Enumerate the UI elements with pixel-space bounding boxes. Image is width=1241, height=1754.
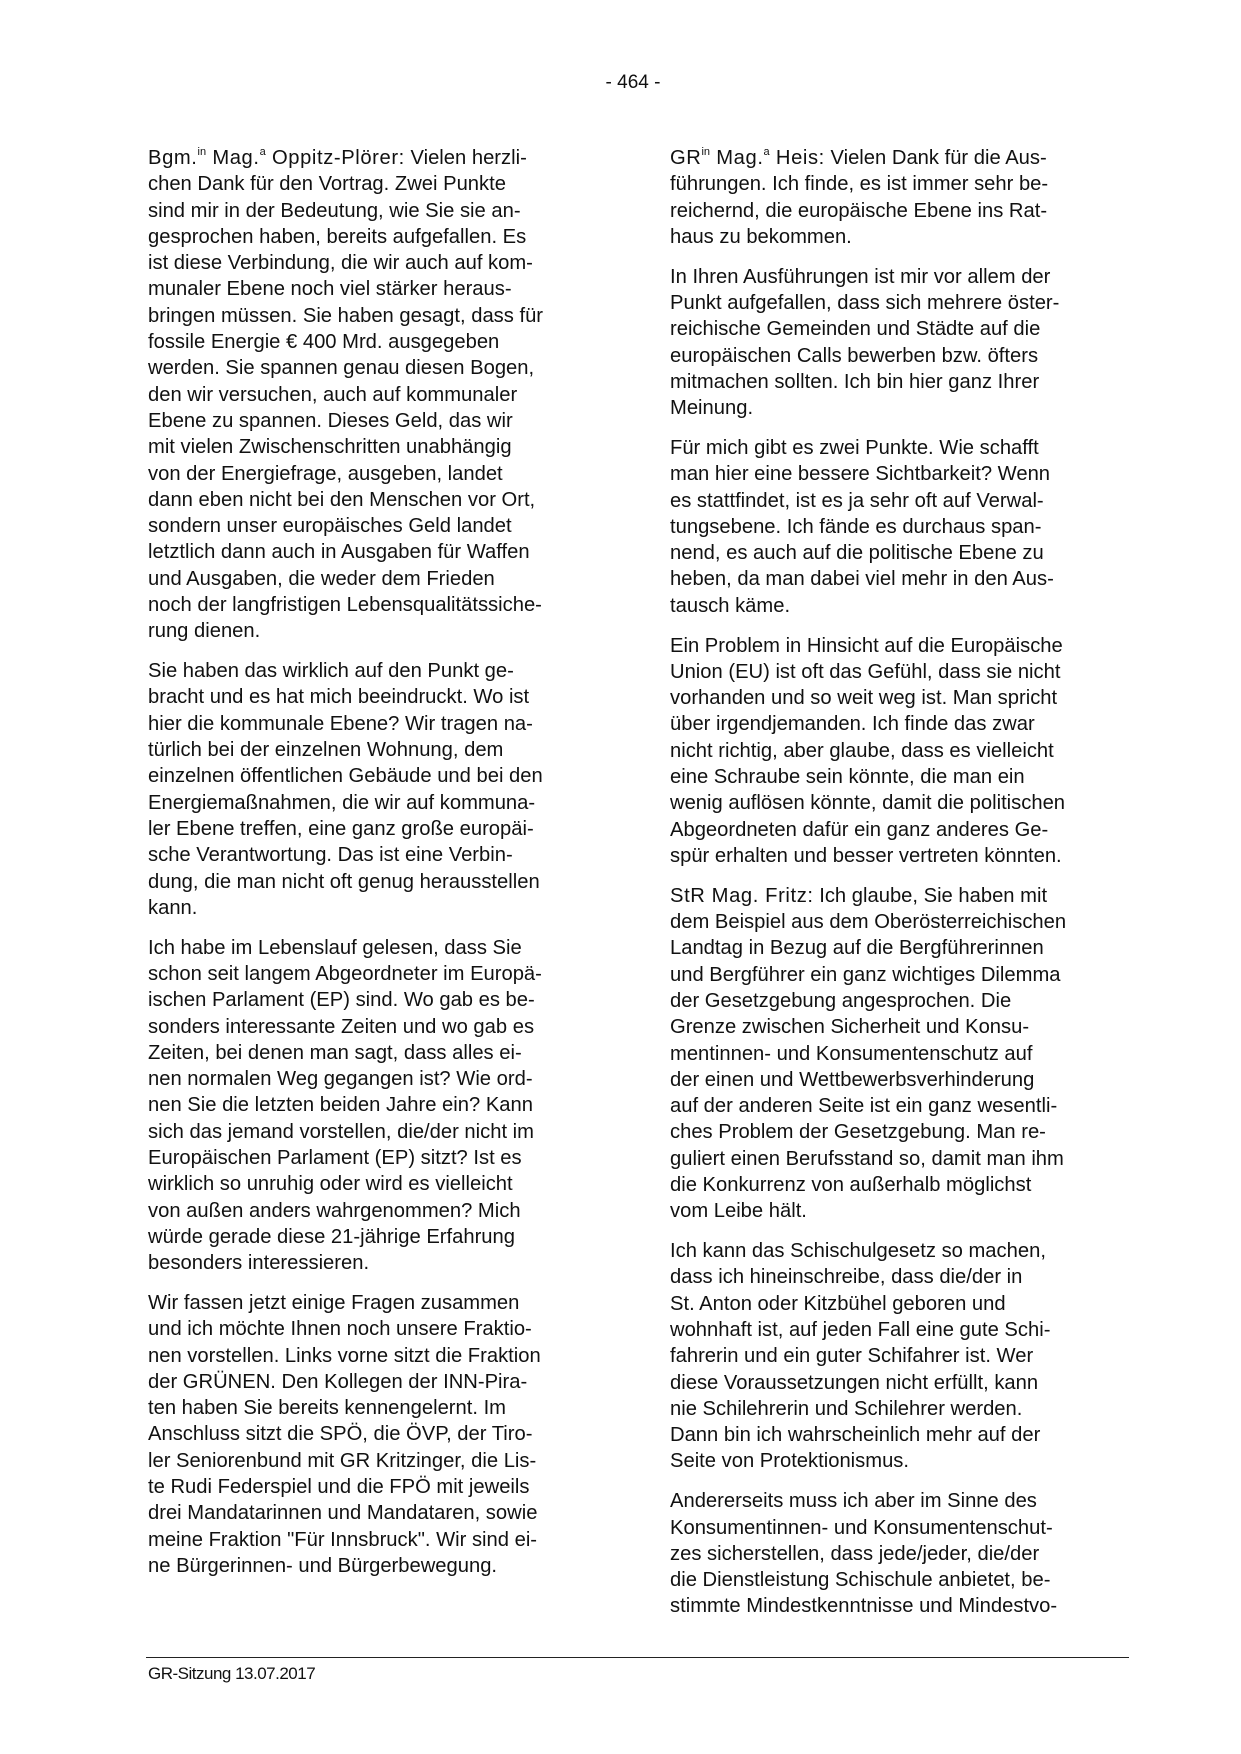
speaker-title-suffix: in [197, 146, 207, 158]
text-line: wohnhaft ist, auf jeden Fall eine gute Schi- [670, 1318, 1051, 1341]
text-line: zes sicherstellen, dass jede/jeder, die/der [670, 1542, 1040, 1565]
text-line: Sie haben das wirklich auf den Punkt ge- [148, 660, 514, 683]
speaker-surname: Oppitz-Plörer: [271, 147, 405, 169]
text-line: meine Fraktion "Für Innsbruck". Wir sind ei- [148, 1528, 538, 1551]
page-number: - 464 - [605, 72, 661, 93]
text-line: reichische Gemeinden und Städte auf die [670, 318, 1041, 341]
text-line: wenig auflösen könnte, damit die politischen [670, 792, 1066, 815]
paragraph [670, 145, 1140, 250]
left-column [148, 145, 618, 1593]
text-line: Union (EU) ist oft das Gefühl, dass sie nicht [670, 660, 1061, 683]
text-line: noch der langfristigen Lebensqualitätssiche- [148, 594, 542, 617]
text-line: sonders interessante Zeiten und wo gab es [148, 1015, 535, 1038]
speaker-line [670, 883, 1140, 909]
text-line: Grenze zwischen Sicherheit und Konsu- [670, 1016, 1030, 1039]
text-line: einzelnen öffentlichen Gebäude und bei den [148, 765, 543, 788]
text-line: ne Bürgerinnen- und Bürgerbewegung. [148, 1554, 498, 1577]
paragraph [670, 1488, 1140, 1619]
text-line: fahrerin und ein guter Schifahrer ist. Wer [670, 1345, 1034, 1368]
text-line: nen vorstellen. Links vorne sitzt die Fraktion [148, 1344, 541, 1367]
text-line: sondern unser europäisches Geld landet [148, 515, 512, 538]
text-line: Ich habe im Lebenslauf gelesen, dass Sie [148, 936, 522, 959]
text-line: munaler Ebene noch viel stärker heraus- [148, 278, 512, 301]
paragraph [670, 1238, 1140, 1475]
text-line: nen normalen Weg gegangen ist? Wie ord- [148, 1068, 533, 1091]
text-line: rung dienen. [148, 620, 261, 643]
speaker-name [670, 885, 814, 907]
speaker-degree-suffix: a [259, 146, 266, 158]
text-line: Seite von Protektionismus. [670, 1450, 909, 1473]
text-line: fossile Energie € 400 Mrd. ausgegeben [148, 331, 500, 354]
text-line: die Konkurrenz von außerhalb möglichst [670, 1173, 1032, 1196]
text-line: europäischen Calls bewerben bzw. öfters [670, 344, 1039, 367]
footer-session-date: GR-Sitzung 13.07.2017 [148, 1664, 316, 1683]
text-line: ler Ebene treffen, eine ganz große europäi- [148, 817, 534, 840]
text-line: und ich möchte Ihnen noch unsere Fraktio- [148, 1318, 532, 1341]
text-line: dem Beispiel aus dem Oberösterreichischen [670, 911, 1067, 934]
speaker-name [148, 147, 405, 169]
text-line: die Dienstleistung Schischule anbietet, be- [670, 1569, 1051, 1592]
text-line: nie Schilehrerin und Schilehrer werden. [670, 1397, 1023, 1420]
speaker-degree: Mag. [716, 147, 764, 169]
text-line: wirklich so unruhig oder wird es vielleicht [148, 1173, 513, 1196]
speaker-name [670, 147, 825, 169]
text-line: haus zu bekommen. [670, 225, 852, 248]
text-line: führungen. Ich finde, es ist immer sehr be- [670, 173, 1049, 196]
footer-divider [146, 1657, 1129, 1658]
text-line: man hier eine bessere Sichtbarkeit? Wenn [670, 463, 1051, 486]
text-line: Für mich gibt es zwei Punkte. Wie schafft [670, 436, 1039, 459]
speaker-surname: Heis: [775, 147, 825, 169]
text-line: von außen anders wahrgenommen? Mich [148, 1199, 521, 1222]
text-line: ten haben Sie bereits kennengelernt. Im [148, 1397, 507, 1420]
paragraph [148, 935, 618, 1277]
text-line: nend, es auch auf die politische Ebene zu [670, 542, 1044, 565]
text-line: diese Voraussetzungen nicht erfüllt, kann [670, 1371, 1039, 1394]
text-line: ist diese Verbindung, die wir auch auf kom- [148, 252, 533, 275]
text-line: von der Energiefrage, ausgeben, landet [148, 462, 503, 485]
speaker-line [148, 145, 618, 171]
text-line: über irgendjemanden. Ich finde das zwar [670, 713, 1035, 736]
text-line: Dann bin ich wahrscheinlich mehr auf der [670, 1424, 1041, 1447]
text-line: mitmachen sollten. Ich bin hier ganz Ihrer [670, 370, 1040, 393]
text-line: mit vielen Zwischenschritten unabhängig [148, 436, 512, 459]
text-line: mentinnen- und Konsumentenschutz auf [670, 1042, 1033, 1065]
text-line: dung, die man nicht oft genug herausstellen [148, 870, 540, 893]
text-line: dass ich hineinschreibe, dass die/der in [670, 1266, 1023, 1289]
text-line: Anschluss sitzt die SPÖ, die ÖVP, der Tiro- [148, 1423, 533, 1446]
text-line: der Gesetzgebung angesprochen. Die [670, 989, 1012, 1012]
text-line: und Ausgaben, die weder dem Frieden [148, 567, 495, 590]
text-line: Ebene zu spannen. Dieses Geld, das wir [148, 409, 513, 432]
text-line: besonders interessieren. [148, 1252, 370, 1275]
text-line-start: Ich glaube, Sie haben mit [813, 884, 1048, 907]
speaker-title-suffix: in [701, 146, 711, 158]
text-line: tausch käme. [670, 594, 791, 617]
speaker-line [670, 145, 1140, 171]
text-line: St. Anton oder Kitzbühel geboren und [670, 1292, 1006, 1315]
text-line: den wir versuchen, auch auf kommunaler [148, 383, 518, 406]
text-line: würde gerade diese 21-jährige Erfahrung [148, 1225, 515, 1248]
paragraph [670, 883, 1140, 1225]
text-line-start: Vielen Dank für die Aus- [824, 147, 1047, 169]
text-line: In Ihren Ausführungen ist mir vor allem der [670, 265, 1051, 288]
text-line: der GRÜNEN. Den Kollegen der INN-Pira- [148, 1370, 528, 1393]
text-line: Wir fassen jetzt einige Fragen zusammen [148, 1291, 520, 1314]
text-line: sind mir in der Bedeutung, wie Sie sie an- [148, 199, 521, 222]
speaker-title: GR [670, 147, 702, 169]
speaker-title: Bgm. [148, 147, 198, 169]
paragraph [148, 1290, 618, 1579]
paragraph [670, 633, 1140, 870]
text-line: schon seit langem Abgeordneter im Europä- [148, 962, 542, 985]
text-line: Punkt aufgefallen, dass sich mehrere öster- [670, 291, 1060, 314]
text-line: Andererseits muss ich aber im Sinne des [670, 1490, 1037, 1513]
text-line: gesprochen haben, bereits aufgefallen. Es [148, 225, 527, 248]
text-line: vom Leibe hält. [670, 1200, 807, 1223]
text-line: bringen müssen. Sie haben gesagt, dass für [148, 304, 544, 327]
text-line: es stattfindet, ist es ja sehr oft auf Verwal- [670, 489, 1044, 512]
text-line: drei Mandatarinnen und Mandataren, sowie [148, 1502, 538, 1525]
paragraph [148, 145, 618, 645]
text-line: Konsumentinnen- und Konsumentenschut- [670, 1516, 1053, 1539]
text-line: nicht richtig, aber glaube, dass es vielleicht [670, 739, 1054, 762]
paragraph [148, 658, 618, 921]
text-line: chen Dank für den Vortrag. Zwei Punkte [148, 173, 506, 196]
text-line: der einen und Wettbewerbsverhinderung [670, 1068, 1035, 1091]
text-line: Abgeordneten dafür ein ganz anderes Ge- [670, 818, 1049, 841]
text-line: Zeiten, bei denen man sagt, dass alles ei- [148, 1041, 522, 1064]
text-line: ler Seniorenbund mit GR Kritzinger, die Lis- [148, 1449, 537, 1472]
text-line: sche Verantwortung. Das ist eine Verbin- [148, 844, 513, 867]
speaker-surname: Fritz: [765, 884, 814, 907]
text-line: Ich kann das Schischulgesetz so machen, [670, 1240, 1046, 1263]
text-line: stimmte Mindestkenntnisse und Mindestvo- [670, 1595, 1058, 1618]
text-line: dann eben nicht bei den Menschen vor Ort, [148, 488, 536, 511]
text-line: spür erhalten und besser vertreten könnten. [670, 844, 1062, 867]
text-line: bracht und es hat mich beeindruckt. Wo ist [148, 686, 530, 709]
text-line: hier die kommunale Ebene? Wir tragen na- [148, 712, 533, 735]
text-line: letztlich dann auch in Ausgaben für Waffen [148, 541, 530, 564]
speaker-degree-suffix: a [763, 146, 770, 158]
text-line: ches Problem der Gesetzgebung. Man re- [670, 1121, 1046, 1144]
paragraph [670, 435, 1140, 619]
text-line: türlich bei der einzelnen Wohnung, dem [148, 739, 504, 762]
text-line: Energiemaßnahmen, die wir auf kommuna- [148, 791, 536, 814]
text-line: te Rudi Federspiel und die FPÖ mit jeweils [148, 1476, 530, 1499]
text-line: Landtag in Bezug auf die Bergführerinnen [670, 937, 1044, 960]
right-column [670, 145, 1140, 1633]
text-line: reichernd, die europäische Ebene ins Rat- [670, 199, 1048, 222]
text-line: kann. [148, 896, 198, 919]
text-line: eine Schraube sein könnte, die man ein [670, 766, 1025, 789]
text-line: Europäischen Parlament (EP) sitzt? Ist es [148, 1146, 522, 1169]
text-line: ischen Parlament (EP) sind. Wo gab es be- [148, 989, 535, 1012]
text-line: vorhanden und so weit weg ist. Man spricht [670, 687, 1058, 710]
text-line: heben, da man dabei viel mehr in den Aus- [670, 568, 1054, 591]
text-line-start: Vielen herzli- [404, 147, 527, 169]
text-line: und Bergführer ein ganz wichtiges Dilemma [670, 963, 1061, 986]
speaker-degree: Mag. [212, 147, 260, 169]
speaker-title: StR [670, 884, 706, 907]
text-line: tungsebene. Ich fände es durchaus span- [670, 515, 1042, 538]
text-line: Ein Problem in Hinsicht auf die Europäische [670, 634, 1063, 657]
paragraph [670, 264, 1140, 422]
text-line: sich das jemand vorstellen, die/der nicht im [148, 1120, 534, 1143]
text-line: auf der anderen Seite ist ein ganz wesentli- [670, 1095, 1058, 1118]
text-line: werden. Sie spannen genau diesen Bogen, [148, 357, 535, 380]
speaker-degree: Mag. [711, 884, 759, 907]
text-line: nen Sie die letzten beiden Jahre ein? Kann [148, 1094, 533, 1117]
text-line: guliert einen Berufsstand so, damit man ihm [670, 1147, 1064, 1170]
text-line: Meinung. [670, 397, 754, 420]
